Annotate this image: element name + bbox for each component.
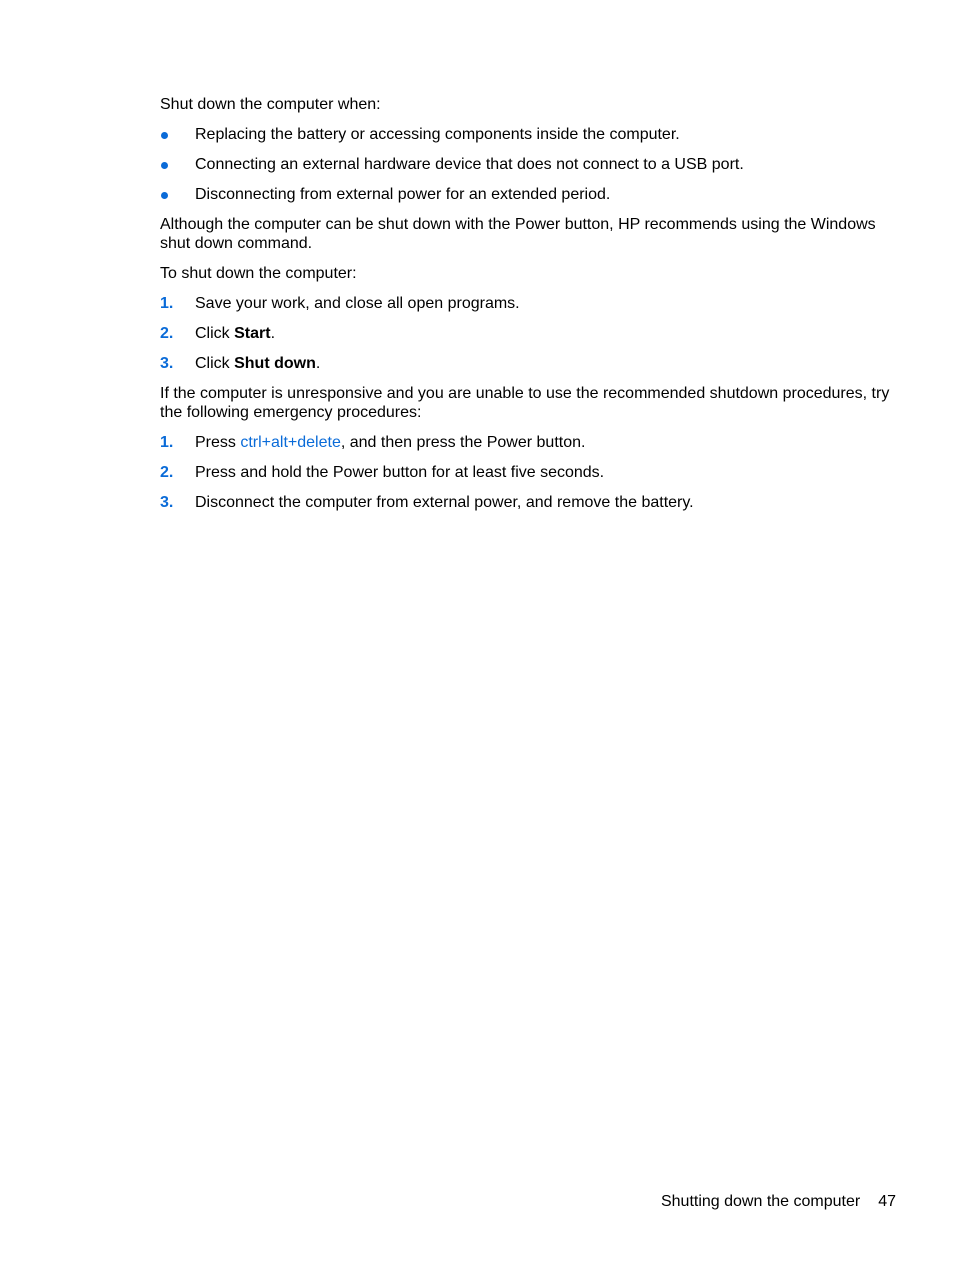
bullet-icon [161, 132, 168, 139]
step-item [160, 354, 890, 373]
list-item-text: Disconnecting from external power for an extended period. [195, 186, 611, 203]
page-number: 47 [878, 1193, 896, 1210]
step-item [160, 433, 890, 452]
page-footer [661, 1192, 896, 1211]
list-item [160, 185, 890, 204]
shut-down-command: Shut down [234, 355, 316, 372]
recommendation-paragraph: Although the computer can be shut down with the Power button, HP recommends using the Windows shut down command. [160, 216, 876, 252]
start-command: Start [234, 325, 271, 342]
procedure-intro: To shut down the computer: [160, 265, 357, 282]
step-text: Save your work, and close all open programs. [195, 295, 520, 312]
step-number: 1. [160, 295, 174, 312]
list-item [160, 125, 890, 144]
footer-section-title: Shutting down the computer [660, 1193, 861, 1210]
step-text-prefix: Press [195, 434, 241, 451]
step-text-suffix: . [270, 325, 276, 342]
bullet-icon [161, 192, 168, 199]
shutdown-reasons-list [160, 125, 890, 204]
step-text-prefix: Click [195, 325, 235, 342]
bullet-icon [161, 162, 168, 169]
step-number: 2. [160, 325, 174, 342]
step-number: 2. [160, 464, 174, 481]
step-item [160, 294, 890, 313]
list-item-text: Replacing the battery or accessing components inside the computer. [195, 126, 680, 143]
step-item [160, 324, 890, 343]
step-item [160, 463, 890, 482]
list-item-text: Connecting an external hardware device that does not connect to a USB port. [195, 156, 744, 173]
page-content [160, 95, 890, 523]
list-item [160, 155, 890, 174]
ctrl-alt-delete-link[interactable]: ctrl+alt+delete [240, 434, 341, 451]
step-text-suffix: . [315, 355, 321, 372]
step-text-prefix: Click [195, 355, 235, 372]
emergency-steps-list [160, 433, 890, 512]
intro-text: Shut down the computer when: [160, 96, 381, 113]
step-text-suffix: , and then press the Power button. [340, 434, 586, 451]
step-item [160, 493, 890, 512]
step-number: 3. [160, 494, 174, 511]
step-text: Disconnect the computer from external power, and remove the battery. [195, 494, 694, 511]
step-number: 3. [160, 355, 174, 372]
shutdown-steps-list [160, 294, 890, 373]
step-number: 1. [160, 434, 174, 451]
unresponsive-paragraph: If the computer is unresponsive and you are unable to use the recommended shutdown procedures, try the following emergency procedures: [160, 385, 890, 421]
step-text: Press and hold the Power button for at least five seconds. [195, 464, 605, 481]
